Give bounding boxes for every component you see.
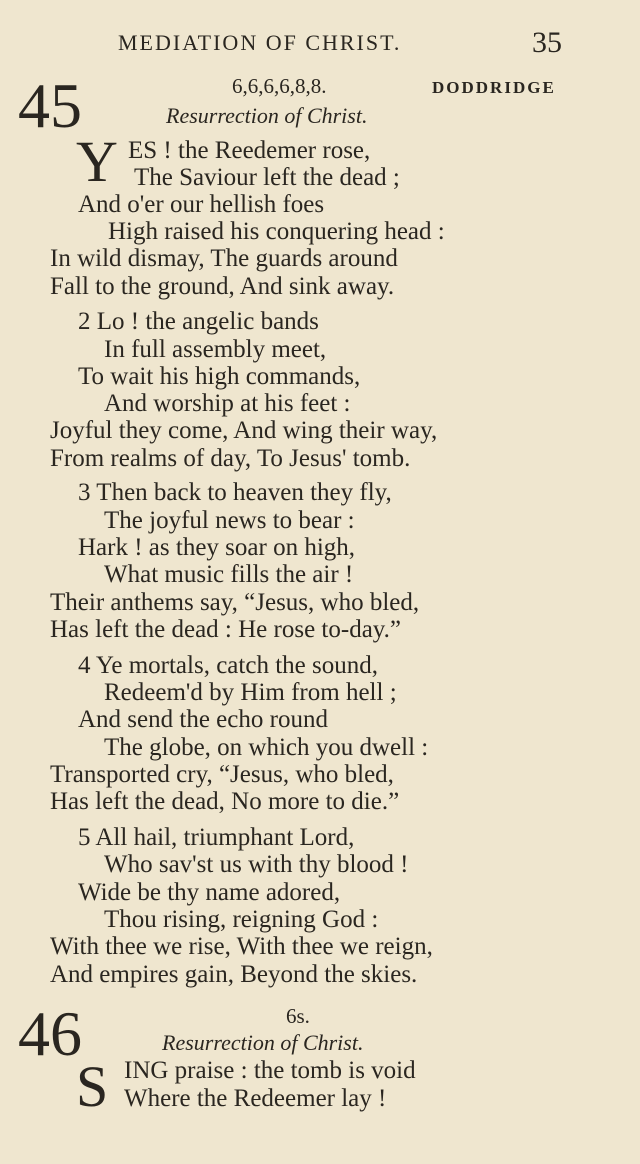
hymn-meter: 6,6,6,6,8,8. [232, 74, 327, 98]
verse-line: Wide be thy name adored, [78, 879, 341, 906]
verse-line: What music fills the air ! [104, 561, 354, 588]
verse-line: The globe, on which you dwell : [104, 734, 429, 761]
verse-line: 4 Ye mortals, catch the sound, [78, 652, 378, 679]
verse-line: Fall to the ground, And sink away. [50, 273, 395, 300]
verse-line: ING praise : the tomb is void [124, 1057, 416, 1084]
verse-line: Their anthems say, “Jesus, who bled, [50, 589, 420, 616]
verse-line: Has left the dead, No more to die.” [50, 788, 400, 815]
verse-line: Who sav'st us with thy blood ! [104, 851, 409, 878]
verse-line: ES ! the Reedemer rose, [128, 137, 371, 164]
drop-cap: S [76, 1054, 109, 1119]
verse-line: The Saviour left the dead ; [134, 164, 400, 191]
drop-cap: Y [76, 129, 118, 194]
verse-line: 2 Lo ! the angelic bands [78, 308, 319, 335]
verse-line: Joyful they come, And wing their way, [50, 417, 438, 444]
verse-line: To wait his high commands, [78, 363, 361, 390]
verse-line: And send the echo round [78, 706, 328, 733]
verse-line: And worship at his feet : [104, 390, 351, 417]
hymn-subtitle: Resurrection of Christ. [162, 1030, 364, 1055]
hymn-meter: 6s. [286, 1004, 310, 1028]
hymn-number: 46 [18, 998, 82, 1069]
verse-line: Thou rising, reigning God : [104, 906, 379, 933]
verse-line: From realms of day, To Jesus' tomb. [50, 445, 411, 472]
running-title: MEDIATION OF CHRIST. [118, 30, 402, 55]
verse-line: With thee we rise, With thee we reign, [50, 933, 433, 960]
verse-line: And o'er our hellish foes [78, 191, 325, 218]
verse-line: And empires gain, Beyond the skies. [50, 961, 418, 988]
hymn-tune: DODDRIDGE [432, 78, 556, 97]
verse-line: In wild dismay, The guards around [50, 245, 398, 272]
hymn-subtitle: Resurrection of Christ. [166, 103, 368, 128]
page-number: 35 [532, 26, 562, 59]
hymn-number: 45 [18, 70, 82, 141]
verse-line: In full assembly meet, [104, 336, 327, 363]
verse-line: Redeem'd by Him from hell ; [104, 679, 397, 706]
verse-line: High raised his conquering head : [108, 218, 445, 245]
verse-line: Transported cry, “Jesus, who bled, [50, 761, 394, 788]
verse-line: The joyful news to bear : [104, 507, 355, 534]
verse-line: 3 Then back to heaven they fly, [78, 479, 392, 506]
verse-line: Where the Redeemer lay ! [124, 1085, 387, 1112]
verse-line: Has left the dead : He rose to-day.” [50, 616, 402, 643]
verse-line: Hark ! as they soar on high, [78, 534, 356, 561]
verse-line: 5 All hail, triumphant Lord, [78, 824, 355, 851]
